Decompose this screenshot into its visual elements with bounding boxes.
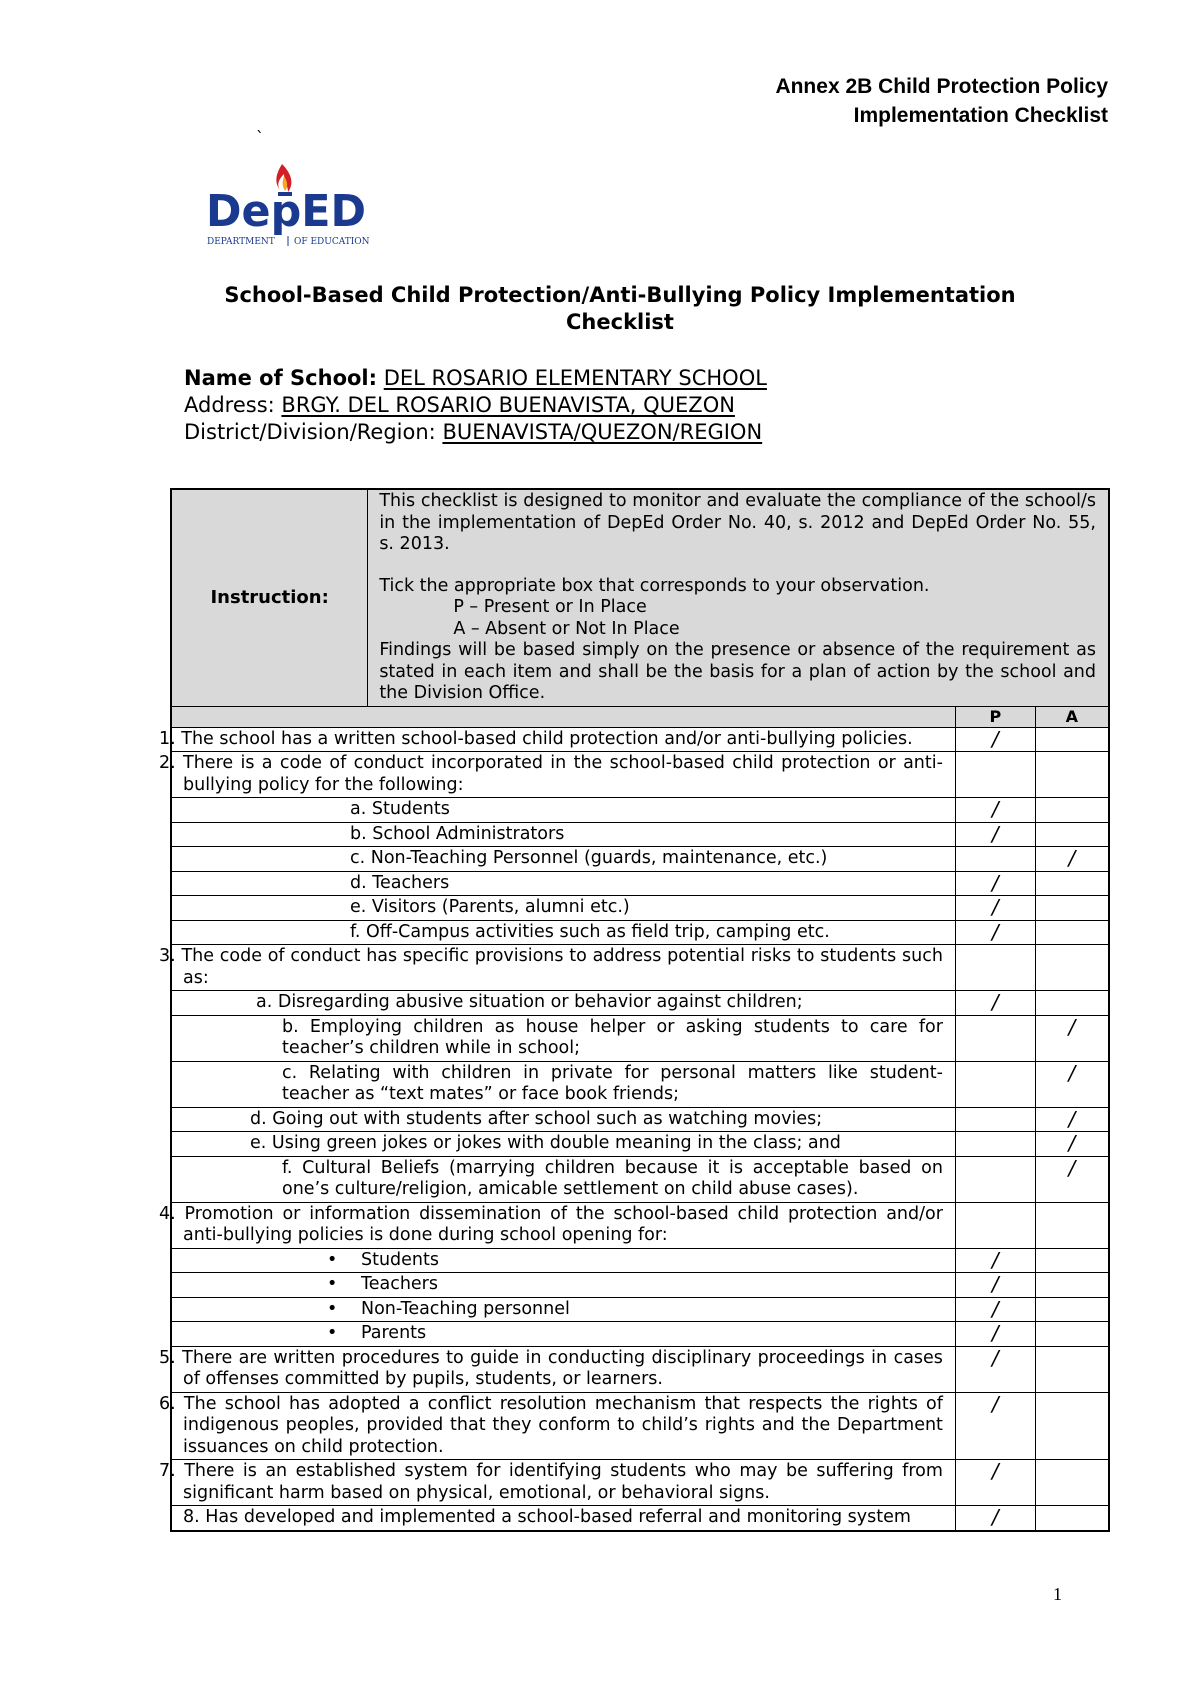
checkbox-a[interactable] [1035, 798, 1109, 823]
item-text: e. Visitors (Parents, alumni etc.) [171, 896, 955, 921]
checkbox-a[interactable]: / [1035, 1156, 1109, 1202]
table-row [171, 871, 1109, 896]
deped-logo [206, 160, 382, 250]
item-text: c. Non-Teaching Personnel (guards, maintenance, etc.) [171, 847, 955, 872]
table-row [171, 920, 1109, 945]
checkbox-p[interactable] [955, 1132, 1035, 1157]
checkbox-p[interactable] [955, 1202, 1035, 1248]
checkbox-p[interactable]: / [955, 1506, 1035, 1531]
item-text: 4. Promotion or information dissemination of the school-based child protection and/or anti-bullying policies is done during school opening for: [171, 1202, 955, 1248]
district-value: BUENAVISTA/QUEZON/REGION [442, 420, 763, 444]
item-text: 5. There are written procedures to guide in conducting disciplinary proceedings in cases of offenses committed by pupils, students, or learners. [171, 1346, 955, 1392]
item-cell [171, 1297, 955, 1322]
column-header-p: P [955, 706, 1035, 727]
school-name-line [184, 365, 767, 391]
item-text: f. Off-Campus activities such as field trip, camping etc. [171, 920, 955, 945]
checkbox-a[interactable] [1035, 1506, 1109, 1531]
checkbox-p[interactable]: / [955, 1297, 1035, 1322]
table-row [171, 822, 1109, 847]
item-text: b. School Administrators [171, 822, 955, 847]
item-text: 8. Has developed and implemented a school-based referral and monitoring system [171, 1506, 955, 1531]
item-text: a. Students [171, 798, 955, 823]
table-row [171, 896, 1109, 921]
checkbox-a[interactable] [1035, 896, 1109, 921]
logo-subtitle-right: OF EDUCATION [294, 237, 370, 247]
table-row [171, 1322, 1109, 1347]
item-text: e. Using green jokes or jokes with double meaning in the class; and [171, 1132, 955, 1157]
checkbox-a[interactable] [1035, 991, 1109, 1016]
table-row [171, 1156, 1109, 1202]
checkbox-a[interactable] [1035, 1248, 1109, 1273]
checkbox-a[interactable] [1035, 1202, 1109, 1248]
item-text: d. Teachers [171, 871, 955, 896]
school-name-value: DEL ROSARIO ELEMENTARY SCHOOL [383, 366, 767, 390]
checkbox-a[interactable] [1035, 752, 1109, 798]
table-row [171, 1015, 1109, 1061]
checkbox-p[interactable]: / [955, 1248, 1035, 1273]
item-text: Students [361, 1249, 440, 1270]
title-line-1: School-Based Child Protection/Anti-Bullying Policy Implementation [224, 283, 1016, 307]
checkbox-p[interactable] [955, 1015, 1035, 1061]
checkbox-p[interactable] [955, 1107, 1035, 1132]
item-text: b. Employing children as house helper or asking students to care for teacher’s children while in school; [171, 1015, 955, 1061]
item-cell [171, 1248, 955, 1273]
district-label: District/Division/Region: [184, 420, 436, 444]
table-row [171, 945, 1109, 991]
instruction-para-3: Findings will be based simply on the presence or absence of the requirement as stated in each item and shall be the basis for a plan of action by the school and the Division Office. [379, 640, 1096, 703]
checkbox-a[interactable]: / [1035, 1015, 1109, 1061]
item-text: 6. The school has adopted a conflict resolution mechanism that respects the rights of indigenous peoples, provided that they conform to child’s rights and the Department issuances on child protection. [171, 1392, 955, 1460]
checkbox-p[interactable] [955, 847, 1035, 872]
checkbox-p[interactable]: / [955, 822, 1035, 847]
table-row [171, 991, 1109, 1016]
instruction-label: Instruction: [171, 489, 368, 706]
page-title [190, 282, 1050, 336]
logo-subtitle-left: DEPARTMENT [207, 237, 275, 247]
checkbox-a[interactable]: / [1035, 847, 1109, 872]
table-row [171, 752, 1109, 798]
checkbox-a[interactable]: / [1035, 1061, 1109, 1107]
item-text: 2. There is a code of conduct incorporated in the school-based child protection or anti-bullying policy for the following: [171, 752, 955, 798]
checkbox-p[interactable]: / [955, 1392, 1035, 1460]
checkbox-a[interactable] [1035, 1273, 1109, 1298]
column-header-row [171, 706, 1109, 727]
checkbox-a[interactable] [1035, 1460, 1109, 1506]
page-number: 1 [1053, 1584, 1062, 1604]
address-label: Address: [184, 393, 275, 417]
item-text: Teachers [361, 1274, 438, 1294]
logo-wordmark: DepED [206, 186, 366, 237]
header-blank-cell [171, 706, 955, 727]
item-text: 1. The school has a written school-based child protection and/or anti-bullying policies. [171, 727, 955, 752]
checkbox-a[interactable]: / [1035, 1107, 1109, 1132]
table-row [171, 1061, 1109, 1107]
checkbox-a[interactable] [1035, 822, 1109, 847]
checkbox-p[interactable]: / [955, 1273, 1035, 1298]
table-row [171, 1297, 1109, 1322]
address-value: BRGY. DEL ROSARIO BUENAVISTA, QUEZON [281, 393, 735, 417]
checkbox-p[interactable] [955, 945, 1035, 991]
checkbox-a[interactable] [1035, 727, 1109, 752]
item-text: a. Disregarding abusive situation or behavior against children; [171, 991, 955, 1016]
checkbox-p[interactable]: / [955, 727, 1035, 752]
instruction-para-2: Tick the appropriate box that corresponds to your observation. [379, 575, 930, 596]
checkbox-a[interactable] [1035, 1392, 1109, 1460]
instruction-row [171, 489, 1109, 706]
annex-heading [688, 72, 1108, 130]
checkbox-p[interactable] [955, 752, 1035, 798]
item-text: f. Cultural Beliefs (marrying children because it is acceptable based on one’s culture/religion, amicable settlement on child abuse cases). [171, 1156, 955, 1202]
table-row [171, 798, 1109, 823]
instruction-para-1: This checklist is designed to monitor and evaluate the compliance of the school/s in the implementation of DepEd Order No. 40, s. 2012 and DepEd Order No. 55, s. 2013. [379, 491, 1096, 554]
column-header-a: A [1035, 706, 1109, 727]
checkbox-p[interactable]: / [955, 1322, 1035, 1347]
checkbox-p[interactable]: / [955, 920, 1035, 945]
checkbox-a[interactable] [1035, 1297, 1109, 1322]
checkbox-p[interactable]: / [955, 871, 1035, 896]
table-row [171, 727, 1109, 752]
table-row [171, 1132, 1109, 1157]
checkbox-a[interactable] [1035, 920, 1109, 945]
bullet-icon: • [327, 1298, 338, 1319]
checkbox-p[interactable] [955, 1061, 1035, 1107]
instruction-option-p: P – Present or In Place [453, 597, 647, 617]
annex-line-1: Annex 2B Child Protection Policy [775, 75, 1108, 98]
item-text: d. Going out with students after school such as watching movies; [171, 1107, 955, 1132]
instruction-option-a: A – Absent or Not In Place [453, 618, 680, 639]
table-row [171, 1248, 1109, 1273]
district-line [184, 419, 762, 445]
item-text: 3. The code of conduct has specific provisions to address potential risks to students such as: [171, 945, 955, 991]
item-text: Non-Teaching personnel [361, 1298, 570, 1319]
table-row [171, 1273, 1109, 1298]
table-row [171, 847, 1109, 872]
table-row [171, 1346, 1109, 1392]
table-row [171, 1202, 1109, 1248]
table-row [171, 1460, 1109, 1506]
item-text: c. Relating with children in private for personal matters like student-teacher as “text mates” or face book friends; [171, 1061, 955, 1107]
checkbox-p[interactable]: / [955, 798, 1035, 823]
checkbox-p[interactable] [955, 1156, 1035, 1202]
table-row [171, 1506, 1109, 1531]
checkbox-a[interactable] [1035, 945, 1109, 991]
checkbox-a[interactable] [1035, 1322, 1109, 1347]
checkbox-a[interactable] [1035, 1346, 1109, 1392]
checkbox-p[interactable]: / [955, 991, 1035, 1016]
bullet-icon: • [327, 1249, 338, 1270]
title-line-2: Checklist [566, 310, 674, 334]
table-row [171, 1107, 1109, 1132]
bullet-icon: • [327, 1274, 338, 1294]
checklist-table [159, 488, 1110, 1532]
item-cell [171, 1273, 955, 1298]
school-name-label: Name of School: [184, 366, 378, 390]
instruction-text [368, 489, 1109, 706]
item-cell [171, 1322, 955, 1347]
address-line [184, 392, 735, 418]
stray-mark: ` [256, 128, 264, 147]
annex-line-2: Implementation Checklist [853, 104, 1108, 127]
checkbox-p[interactable]: / [955, 1346, 1035, 1392]
checkbox-p[interactable]: / [955, 1460, 1035, 1506]
checkbox-p[interactable]: / [955, 896, 1035, 921]
checkbox-a[interactable]: / [1035, 1132, 1109, 1157]
table-row [171, 1392, 1109, 1460]
item-text: 7. There is an established system for identifying students who may be suffering from significant harm based on physical, emotional, or behavioral signs. [171, 1460, 955, 1506]
item-text: Parents [361, 1323, 427, 1343]
bullet-icon: • [327, 1323, 338, 1343]
checkbox-a[interactable] [1035, 871, 1109, 896]
